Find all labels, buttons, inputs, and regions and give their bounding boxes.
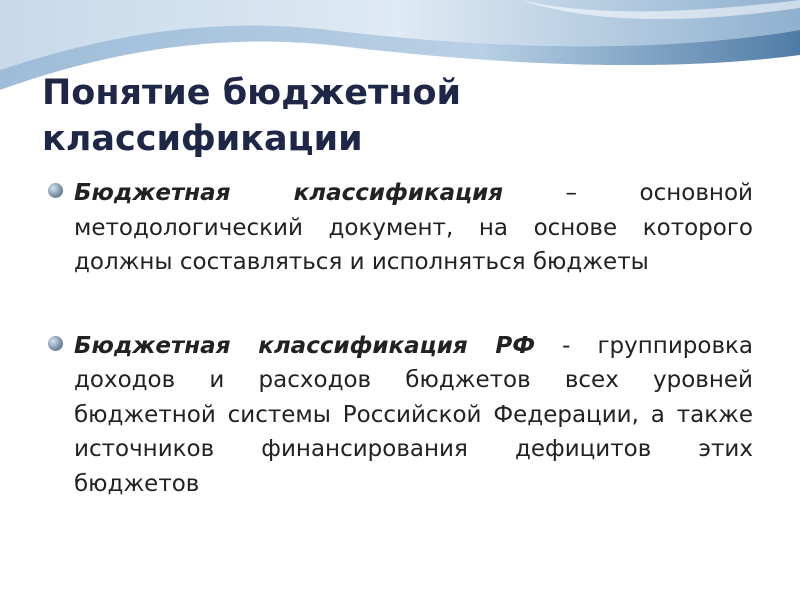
bullet-text: – основной методологический документ, на основе которого должны составляться и исполняться бюджеты	[74, 180, 753, 275]
slide-title: Понятие бюджетной классификации	[42, 73, 462, 159]
bullet-list	[48, 176, 753, 501]
bullet-term: Бюджетная классификация	[74, 180, 504, 206]
bullet-dot-icon	[48, 183, 63, 198]
bullet-item	[48, 176, 753, 280]
bullet-text: - группировка доходов и расходов бюджетов всех уровней бюджетной системы Российской Федерации, а также источников финансирования дефицитов этих бюджетов	[74, 332, 753, 497]
bullet-dot-icon	[48, 336, 63, 351]
bullet-item	[48, 329, 753, 502]
bullet-term: Бюджетная классификация РФ	[74, 332, 536, 359]
